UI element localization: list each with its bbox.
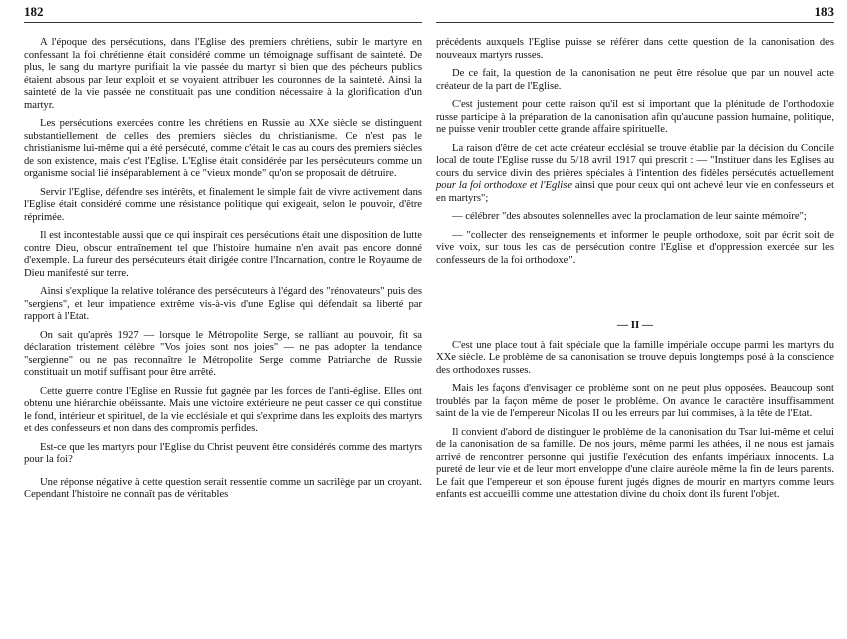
paragraph: Les persécutions exercées contre les chrétiens en Russie au XXe siècle se distinguent substantiellement de celles des premiers siècles du christianisme. Ce n'est pas le christianisme lui-même qui a été persécuté, comme c'était le cas au cours des premiers siècles de son existence, mais c'est l'Eglise. L'Eglise était considérée par les persécuteurs comme un organisme social lié inséparablement à ce "vieux monde" qu'on se proposait de détruire. xyxy=(24,118,422,179)
left-page xyxy=(24,0,422,639)
decision-text-start: La raison d'être de cet acte créateur ecclésial se trouve établie par la décision du Concile local de toute l'Eglise russe du 5/18 avril 1917 qui prescrit : — "Instituer dans les Eglises au cours du service divin des prières spéciales à l'intention des fidèles persécutés actuellement xyxy=(436,142,834,179)
paragraph: Cette guerre contre l'Eglise en Russie fut gagnée par les forces de l'anti-église. Elles ont obtenu une hiérarchie obéissante. Mais une victoire extérieure ne peut casser ce qui constitue le fond, intérieur et spirituel, de la vie ecclésiale et qui s'exprime dans les exploits des martyrs et des confesseurs et non dans des compromis perfides. xyxy=(24,385,422,434)
left-page-body xyxy=(24,37,422,502)
paragraph: Ainsi s'explique la relative tolérance des persécuteurs à l'égard des "rénovateurs" puis des "sergiens", et leur impatience extrême vis-à-vis d'une Eglise qui défendait sa liberté par rapport à l'Etat. xyxy=(24,286,422,322)
paragraph: — "collecter des renseignements et informer le peuple orthodoxe, soit par écrit soit de vive voix, sur tous les cas de persécution contre l'Eglise et d'oppression exercée sur les confesseurs de la foi orthodoxe". xyxy=(436,229,834,266)
paragraph: Est-ce que les martyrs pour l'Eglise du Christ peuvent être considérés comme des martyrs pour la foi? xyxy=(24,441,422,465)
paragraph: — célébrer "des absoutes solennelles avec la proclamation de leur sainte mémoire"; xyxy=(452,211,807,222)
paragraph: Il convient d'abord de distinguer le problème de la canonisation du Tsar lui-même et celui de la canonisation de sa famille. De nos jours, même parmi les athées, il ne nous est jamais arrivé de rencontrer personne qui justifie l'exécution des enfants impériaux innocents. La pureté de leur vie et de leur mort enveloppe d'une claire auréole même la fin de leurs parents. Le fait que l'empereur et son épouse furent jugés dignes de mourir en martyrs comme leurs enfants est accueilli comme une attestation divine du choix dont ils furent l'objet. xyxy=(436,426,834,500)
paragraph: Une réponse négative à cette question serait ressentie comme un sacrilège par un croyant. Cependant l'histoire ne connaît pas de véritables xyxy=(24,476,422,500)
section-heading: — II — xyxy=(616,319,654,331)
decision-italic-text: pour la foi orthodoxe et l'Eglise xyxy=(436,180,573,191)
left-page-header xyxy=(24,0,422,23)
paragraph: Mais les façons d'envisager ce problème sont on ne peut plus opposées. Beaucoup sont troublés par la façon même de poser le problème. On avance le caractère insuffisamment saint de la vie de l'empereur Nicolas II ou les erreurs par lui commises, à la tête de l'Etat. xyxy=(436,383,834,419)
decision-text-end: ainsi que pour ceux qui ont achevé leur vie en confesseurs et en martyrs"; xyxy=(436,180,834,204)
paragraph: A l'époque des persécutions, dans l'Eglise des premiers chrétiens, subir le martyre en confessant la foi chrétienne était considéré comme un témoignage suffisant de sainteté. De plus, le sang du martyre purifiait la vie passée du martyr si bien que des pécheurs publics étaient absous par leur exploit et se voyaient attribuer les couronnes de la sainteté. Ainsi la sainteté de la vie passée ne constituait pas une condition nécessaire à la glorification d'un martyr. xyxy=(24,37,422,111)
right-page-number: 183 xyxy=(814,4,834,19)
right-page-header xyxy=(436,0,834,23)
paragraph: C'est justement pour cette raison qu'il est si important que la plénitude de l'orthodoxie russe participe à la préparation de la canonisation afin qu'aucune passion humaine, politique, ne puisse venir troubler cette grande affaire spirituelle. xyxy=(436,99,834,135)
right-page xyxy=(436,0,834,639)
left-page-number: 182 xyxy=(24,4,44,19)
paragraph: Servir l'Eglise, défendre ses intérêts, et finalement le simple fait de vivre activement dans l'Eglise était considéré comme une résistance politique qui exigeait, selon le pouvoir, d'être réprimée. xyxy=(24,186,422,223)
paragraph: Il est incontestable aussi que ce qui inspirait ces persécutions était une disposition de lutte contre Dieu, obscur entraînement tel que l'histoire humaine n'en avait pas encore donné d'exemple. La fureur des persécuteurs était dirigée contre l'Incarnation, contre le Royaume de Dieu manifesté sur terre. xyxy=(24,230,422,279)
right-page-body xyxy=(436,37,834,502)
council-decision-paragraph xyxy=(436,143,834,206)
paragraph: De ce fait, la question de la canonisation ne peut être résolue que par un nouvel acte créateur de la part de l'Eglise. xyxy=(436,68,834,92)
paragraph: précédents auxquels l'Eglise puisse se référer dans cette question de la canonisation des nouveaux martyrs russes. xyxy=(436,37,834,61)
paragraph: C'est une place tout à fait spéciale que la famille impériale occupe parmi les martyrs du XXe siècle. Le problème de sa canonisation se trouve depuis longtemps posé à la conscience des orthodoxes russes. xyxy=(436,339,834,376)
paragraph: On sait qu'après 1927 — lorsque le Métropolite Serge, se ralliant au pouvoir, fit sa déclaration tristement célèbre "Vos joies sont nos joies" — ne pas adopter la tendance "sergienne" ou ne pas reconnaître le Métropolite Serge comme Patriarche de Russie constituait un motif suffisant pour être arrêté. xyxy=(24,329,422,378)
